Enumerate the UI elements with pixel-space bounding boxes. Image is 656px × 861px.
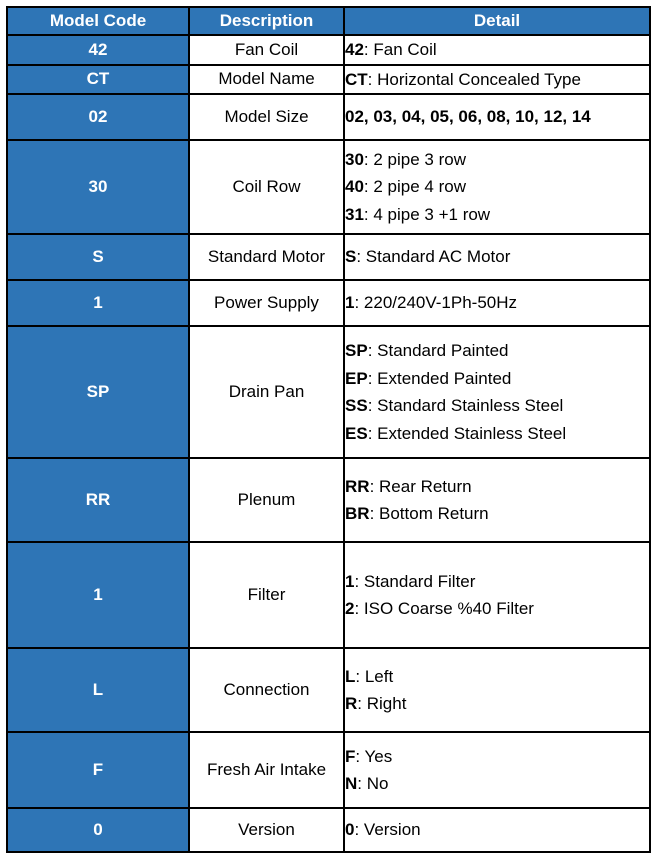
detail-text: : Standard AC Motor xyxy=(356,247,511,267)
table-row xyxy=(7,280,650,326)
detail-line xyxy=(345,420,649,448)
description-cell: Model Name xyxy=(189,65,344,95)
model-code-cell: 30 xyxy=(7,140,189,234)
detail-key: EP xyxy=(345,368,368,388)
table-row xyxy=(7,234,650,280)
detail-text: : Standard Stainless Steel xyxy=(367,396,564,415)
detail-line xyxy=(345,66,649,94)
detail-line xyxy=(345,568,649,596)
detail-line xyxy=(345,36,649,64)
detail-text: : 220/240V-1Ph-50Hz xyxy=(354,293,518,313)
detail-text: : Extended Stainless Steel xyxy=(367,423,567,443)
detail-key: 0 xyxy=(345,820,355,840)
detail-line xyxy=(345,201,649,229)
description-cell: Standard Motor xyxy=(189,234,344,280)
detail-key: 30 xyxy=(345,149,364,169)
detail-line xyxy=(345,365,649,393)
model-code-cell: 0 xyxy=(7,808,189,852)
detail-line xyxy=(345,173,649,201)
table-row xyxy=(7,140,650,234)
table-row xyxy=(7,808,650,852)
detail-text: : Bottom Return xyxy=(369,504,489,523)
detail-line xyxy=(345,337,649,365)
detail-cell xyxy=(344,648,650,732)
table-row xyxy=(7,458,650,542)
description-cell: Drain Pan xyxy=(189,326,344,458)
description-cell: Fresh Air Intake xyxy=(189,732,344,808)
table-row xyxy=(7,542,650,648)
detail-cell xyxy=(344,280,650,326)
detail-text: : Extended Painted xyxy=(367,368,512,388)
detail-key: RR xyxy=(345,476,370,496)
description-cell: Coil Row xyxy=(189,140,344,234)
detail-text: : Version xyxy=(354,820,421,840)
detail-line xyxy=(345,500,649,528)
detail-line xyxy=(345,663,649,691)
table-row xyxy=(7,35,650,65)
table-row xyxy=(7,94,650,140)
description-cell: Filter xyxy=(189,542,344,648)
model-code-cell: SP xyxy=(7,326,189,458)
model-code-cell: CT xyxy=(7,65,189,95)
detail-key: 42 xyxy=(345,40,364,59)
table-row xyxy=(7,65,650,95)
detail-text: : ISO Coarse %40 Filter xyxy=(354,599,534,618)
detail-key: L xyxy=(345,666,356,686)
detail-key: 2 xyxy=(345,599,355,618)
header-model-code: Model Code xyxy=(7,7,189,35)
header-detail: Detail xyxy=(344,7,650,35)
detail-text: : Standard Painted xyxy=(367,341,509,360)
detail-cell xyxy=(344,94,650,140)
model-code-cell: 02 xyxy=(7,94,189,140)
model-code-cell: 42 xyxy=(7,35,189,65)
model-code-cell: RR xyxy=(7,458,189,542)
detail-key: 40 xyxy=(345,177,364,197)
detail-line xyxy=(345,473,649,501)
table-row xyxy=(7,326,650,458)
detail-cell xyxy=(344,326,650,458)
detail-cell xyxy=(344,542,650,648)
detail-cell xyxy=(344,140,650,234)
detail-text: : Right xyxy=(357,694,407,713)
description-cell: Fan Coil xyxy=(189,35,344,65)
table-row xyxy=(7,648,650,732)
model-code-cell: 1 xyxy=(7,280,189,326)
detail-key: N xyxy=(345,774,358,793)
detail-text: : Horizontal Concealed Type xyxy=(367,69,581,89)
detail-cell xyxy=(344,458,650,542)
detail-line xyxy=(345,392,649,420)
detail-key: ES xyxy=(345,423,368,443)
detail-key: 1 xyxy=(345,293,355,313)
model-code-cell: 1 xyxy=(7,542,189,648)
detail-cell xyxy=(344,732,650,808)
detail-key: BR xyxy=(345,504,370,523)
header-description: Description xyxy=(189,7,344,35)
detail-text: : Standard Filter xyxy=(354,571,476,591)
detail-key: 31 xyxy=(345,204,364,224)
detail-line xyxy=(345,743,649,771)
detail-key: 02, 03, 04, 05, 06, 08, 10, 12, 14 xyxy=(345,107,591,127)
model-code-cell: S xyxy=(7,234,189,280)
description-cell: Version xyxy=(189,808,344,852)
detail-line xyxy=(345,690,649,718)
description-cell: Plenum xyxy=(189,458,344,542)
detail-line xyxy=(345,243,649,271)
detail-cell xyxy=(344,808,650,852)
detail-text: : Yes xyxy=(355,746,393,766)
detail-text: : 2 pipe 4 row xyxy=(363,177,466,197)
detail-text: : 4 pipe 3 +1 row xyxy=(363,204,491,224)
table-body xyxy=(7,35,650,852)
detail-key: R xyxy=(345,694,358,713)
model-code-table xyxy=(6,6,651,853)
detail-line xyxy=(345,816,649,844)
detail-key: SP xyxy=(345,341,368,360)
detail-line xyxy=(345,770,649,798)
description-cell: Connection xyxy=(189,648,344,732)
detail-line xyxy=(345,146,649,174)
detail-text: : Rear Return xyxy=(369,476,472,496)
detail-key: S xyxy=(345,247,357,267)
detail-cell xyxy=(344,65,650,95)
model-code-cell: F xyxy=(7,732,189,808)
model-code-cell: L xyxy=(7,648,189,732)
detail-text: : Left xyxy=(355,666,394,686)
description-cell: Power Supply xyxy=(189,280,344,326)
detail-text: : No xyxy=(357,774,389,793)
detail-text: : 2 pipe 3 row xyxy=(363,149,466,169)
description-cell: Model Size xyxy=(189,94,344,140)
detail-cell xyxy=(344,35,650,65)
detail-key: 1 xyxy=(345,571,355,591)
table-row xyxy=(7,732,650,808)
detail-key: F xyxy=(345,746,356,766)
detail-line xyxy=(345,595,649,623)
detail-text: : Fan Coil xyxy=(363,40,437,59)
detail-key: SS xyxy=(345,396,368,415)
detail-line xyxy=(345,103,649,131)
header-row xyxy=(7,7,650,35)
detail-line xyxy=(345,289,649,317)
detail-cell xyxy=(344,234,650,280)
detail-key: CT xyxy=(345,69,368,89)
